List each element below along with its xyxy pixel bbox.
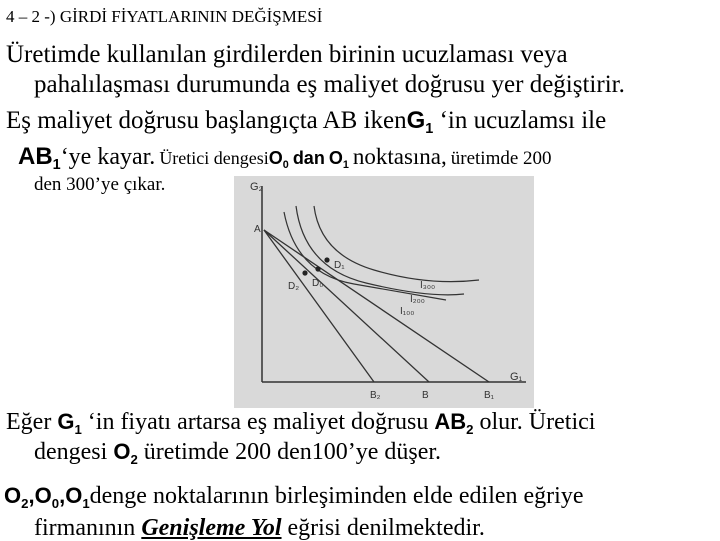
isoquant-label-300: I₃₀₀ [420, 280, 436, 291]
x-tick-b: B [422, 390, 429, 401]
symbol-o0-list-sub: 0 [51, 495, 60, 511]
paragraph-1-line-1: Üretimde kullanılan girdilerden birinin ucuzlaması veya [6, 41, 568, 68]
symbol-o1 [328, 148, 349, 171]
isocost-line-ab1 [264, 230, 489, 382]
paragraph-3-text-a: Eğer [6, 409, 52, 435]
point-label-d1: D₁ [334, 260, 345, 271]
paragraph-2-text-b: ‘in ucuzlamsı ile [439, 107, 607, 134]
symbol-o2 [113, 439, 138, 467]
paragraph-2-text-e: noktasına, [352, 144, 447, 169]
heading: 4 – 2 -) GİRDİ FİYATLARININ DEĞİŞMESİ [6, 7, 323, 26]
symbol-ab2-main: AB [434, 409, 467, 434]
symbol-g1-second-sub: 1 [74, 421, 82, 437]
symbol-o2-list-sub: 2 [21, 495, 29, 511]
symbol-o0-list-main: O [34, 483, 52, 508]
symbol-o0 [268, 148, 289, 171]
y-axis-label: G₂ [250, 181, 263, 193]
equilibrium-point-d0 [315, 266, 320, 271]
x-axis-label: G₁ [510, 371, 523, 383]
symbol-o2-main: O [113, 439, 131, 464]
symbol-ab2-sub: 2 [466, 421, 474, 437]
paragraph-3-text-c: olur. Üretici [479, 409, 596, 435]
isoquant-label-100: I₁₀₀ [400, 306, 415, 317]
equilibrium-point-d1 [324, 257, 329, 262]
symbol-g1-second [57, 409, 82, 437]
paragraph-4-text-b: firmanının [34, 515, 136, 541]
comma-1: , [28, 483, 35, 508]
paragraph-2-line-2 [18, 143, 552, 174]
paragraph-4-line-1 [4, 483, 584, 511]
paragraph-3-text-e: üretimde 200 den100’ye düşer. [143, 439, 442, 465]
symbol-o0-main: O [268, 148, 283, 168]
paragraph-2-line-3: den 300’ye çıkar. [34, 174, 166, 195]
paragraph-3-line-1 [6, 409, 596, 437]
paragraph-4-line-2 [34, 516, 485, 540]
symbol-g1-second-main: G [57, 409, 75, 434]
symbol-o0-sub: 0 [282, 158, 289, 171]
paragraph-2-text-c: ‘ye kayar. [60, 144, 156, 170]
paragraph-3-text-b: ‘in fiyatı artarsa eş maliyet doğrusu [87, 409, 429, 435]
symbol-g1-main: G [406, 107, 426, 134]
point-label-d2: D₂ [288, 281, 300, 292]
paragraph-4-text-c: eğrisi denilmektedir. [287, 515, 485, 541]
symbol-o1-list-main: O [65, 483, 83, 508]
point-label-d0: D₀ [312, 278, 324, 289]
paragraph-3-line-2 [34, 439, 442, 467]
symbol-o1-list [65, 483, 90, 511]
symbol-ab2 [434, 409, 474, 437]
symbol-ab1-sub: 1 [52, 157, 61, 174]
symbol-o2-list [4, 483, 29, 511]
symbol-o1-main: O [328, 148, 343, 168]
symbol-g1-sub: 1 [425, 121, 434, 138]
x-tick-b1: B₁ [484, 390, 495, 401]
isocost-line-ab2 [264, 230, 374, 382]
x-tick-b2: B₂ [370, 390, 381, 401]
paragraph-3-text-d: dengesi [34, 439, 108, 465]
production-figure [234, 176, 534, 408]
point-label-a: A [254, 224, 261, 235]
word-dan: dan [292, 148, 325, 168]
isoquant-label-200: I₂₀₀ [410, 294, 425, 305]
paragraph-1-line-2: pahalılaşması durumunda eş maliyet doğrusu yer değiştirir. [34, 71, 625, 98]
symbol-o2-list-main: O [4, 483, 22, 508]
paragraph-4-text-a: denge noktalarının birleşiminden elde edilen eğriye [89, 483, 584, 509]
symbol-o1-sub: 1 [342, 158, 349, 171]
paragraph-2-line-1 [6, 107, 607, 138]
paragraph-2-text-d: Üretici dengesi [159, 148, 269, 168]
symbol-o0-list [34, 483, 60, 511]
equilibrium-point-d2 [302, 270, 307, 275]
symbol-o1-list-sub: 1 [82, 495, 90, 511]
symbol-ab1-main: AB [18, 143, 53, 170]
comma-2: , [59, 483, 66, 508]
paragraph-2-text-a: Eş maliyet doğrusu başlangıçta AB iken [6, 107, 407, 134]
symbol-ab1 [18, 143, 61, 174]
symbol-g1 [406, 107, 434, 138]
symbol-o2-sub: 2 [130, 451, 138, 467]
term-expansion-path: Genişleme Yol [141, 515, 282, 541]
paragraph-2-text-f: üretimde 200 [450, 148, 552, 169]
